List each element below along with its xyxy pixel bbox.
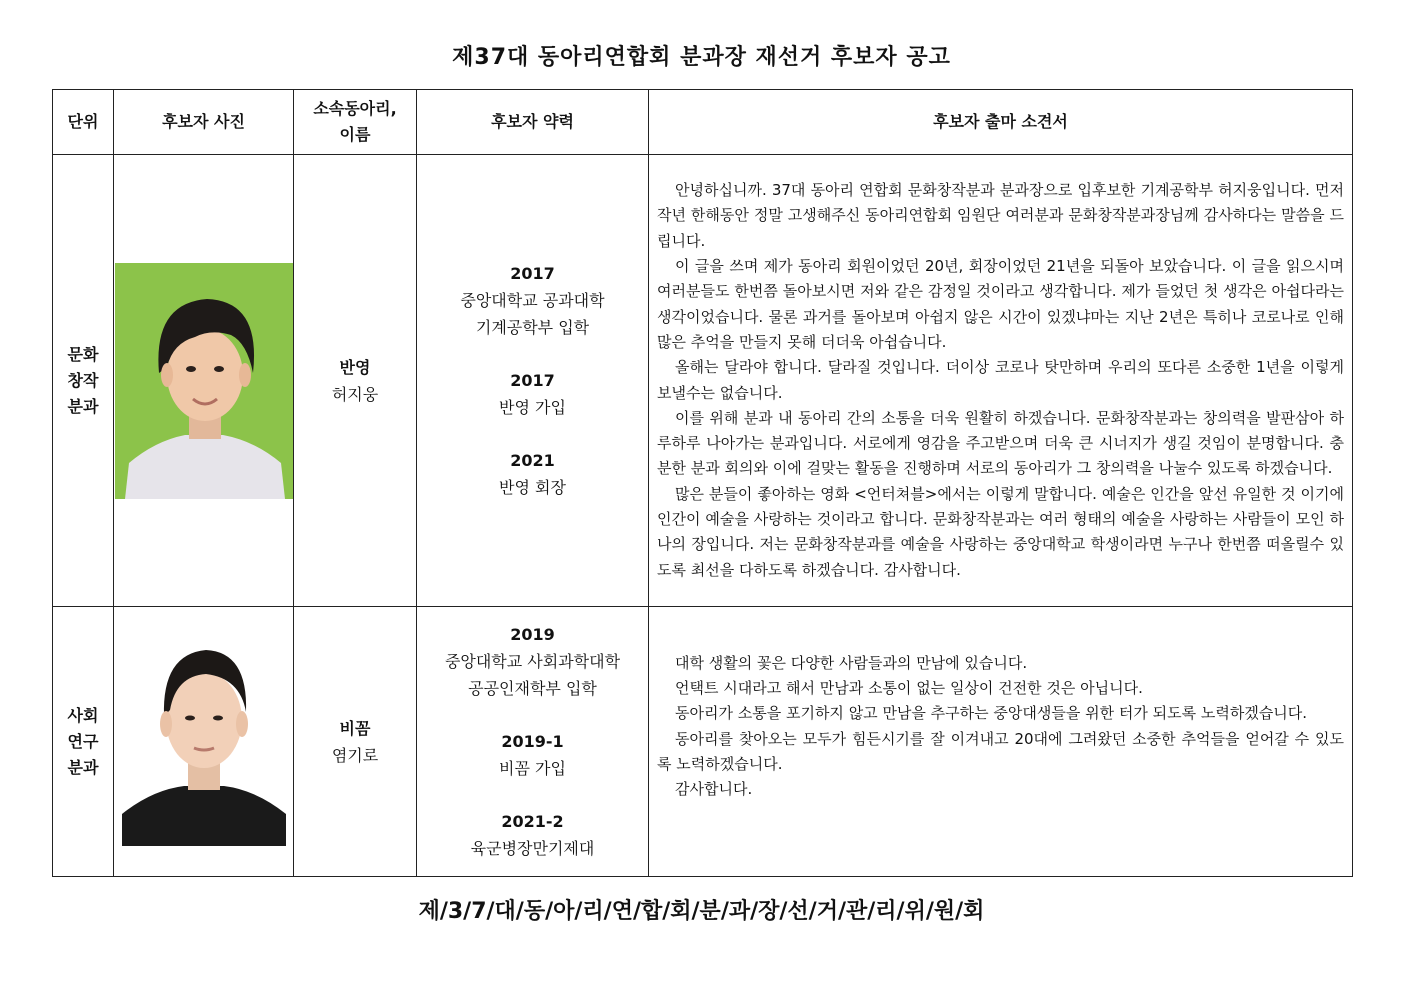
header-unit: 단위 <box>53 90 114 155</box>
header-club-name <box>294 90 417 155</box>
footer-committee: 제/3/7/대/동/아/리/연/합/회/분/과/장/선/거/관/리/위/원/회 <box>418 899 985 924</box>
career-year: 2019 <box>510 625 555 644</box>
statement-paragraph: 감사합니다. <box>675 780 753 799</box>
career-year: 2019-1 <box>501 732 564 751</box>
career-desc: 기계공학부 입학 <box>475 318 590 337</box>
unit-line: 분과 <box>67 757 99 777</box>
club-cell <box>294 155 417 607</box>
career-year: 2017 <box>510 371 555 390</box>
header-club-name-line2: 이름 <box>339 125 371 144</box>
unit-line: 분과 <box>67 396 99 416</box>
table-header-row <box>53 90 1353 155</box>
photo-cell <box>114 155 294 607</box>
career-desc: 중앙대학교 공과대학 <box>460 291 605 310</box>
career-cell <box>417 607 649 877</box>
career-year: 2017 <box>510 264 555 283</box>
unit-line: 창작 <box>67 370 99 390</box>
candidate-photo <box>115 263 293 499</box>
statement-paragraph: 이를 위해 분과 내 동아리 간의 소통을 더욱 원활히 하겠습니다. 문화창작분과는 창의력을 발판삼아 하루하루 나아가는 분과입니다. 서로에게 영감을 주고받으며 더욱 큰 시너지가 생길 것임이 분명합니다. 충분한 분과 회의와 이에 걸맞는 활동을 진행하며 서로의 동아리가 그 창의력을 나눌수 있도록 하겠습니다. <box>657 408 1344 478</box>
photo-cell <box>114 607 294 877</box>
statement-cell <box>649 155 1353 607</box>
career-desc: 반영 가입 <box>499 398 566 417</box>
statement-paragraph: 동아리를 찾아오는 모두가 힘든시기를 잘 이겨내고 20대에 그려왔던 소중한 추억들을 얻어갈 수 있도록 노력하겠습니다. <box>657 729 1344 773</box>
unit-line: 사회 <box>67 705 99 725</box>
header-club-name-line1: 소속동아리, <box>313 99 397 118</box>
candidate-table <box>52 89 1353 877</box>
career-year: 2021-2 <box>501 812 564 831</box>
statement-cell <box>649 607 1353 877</box>
candidate-name: 허지웅 <box>331 384 379 404</box>
career-year: 2021 <box>510 451 555 470</box>
unit-line: 연구 <box>67 731 99 751</box>
unit-line: 문화 <box>67 344 99 364</box>
table-row <box>53 155 1353 607</box>
career-desc: 육군병장만기제대 <box>470 839 595 858</box>
candidate-name: 염기로 <box>331 745 379 765</box>
statement-paragraph: 올해는 달라야 합니다. 달라질 것입니다. 더이상 코로나 탓만하며 우리의 또다른 소중한 1년을 이렇게 보낼수는 없습니다. <box>657 358 1344 402</box>
candidate-photo <box>122 638 286 846</box>
statement-paragraph: 많은 분들이 좋아하는 영화 <언터쳐블>에서는 이렇게 말합니다. 예술은 인간을 앞선 유일한 것 이기에 인간이 예술을 사랑하는 것이라고 합니다. 문화창작분과는 여러 형태의 예술을 사랑하는 사람들이 모인 하나의 장입니다. 저는 문화창작분과를 예술을 사랑하는 중앙대학교 학생이라면 누구나 한번쯤 떠올릴수 있도록 최선을 다하도록 하겠습니다. 감사합니다. <box>657 484 1344 579</box>
page-title: 제37대 동아리연합회 분과장 재선거 후보자 공고 <box>452 45 951 70</box>
career-desc: 비꼼 가입 <box>499 759 566 778</box>
header-photo: 후보자 사진 <box>114 90 294 155</box>
club-cell <box>294 607 417 877</box>
club-name: 비꼼 <box>339 718 371 738</box>
career-desc: 공공인재학부 입학 <box>468 679 597 698</box>
career-cell <box>417 155 649 607</box>
unit-cell <box>53 607 114 877</box>
career-desc: 중앙대학교 사회과학대학 <box>444 652 621 671</box>
statement-paragraph: 언택트 시대라고 해서 만남과 소통이 없는 일상이 건전한 것은 아닙니다. <box>675 678 1143 697</box>
career-desc: 반영 회장 <box>499 478 566 497</box>
statement-paragraph: 동아리가 소통을 포기하지 않고 만남을 추구하는 중앙대생들을 위한 터가 되도록 노력하겠습니다. <box>675 704 1308 723</box>
header-career: 후보자 약력 <box>417 90 649 155</box>
table-row <box>53 607 1353 877</box>
header-statement: 후보자 출마 소견서 <box>649 90 1353 155</box>
statement-paragraph: 대학 생활의 꽃은 다양한 사람들과의 만남에 있습니다. <box>675 653 1028 672</box>
unit-cell <box>53 155 114 607</box>
statement-paragraph: 이 글을 쓰며 제가 동아리 회원이었던 20년, 회장이었던 21년을 되돌아 보았습니다. 이 글을 읽으시며 여러분들도 한번쯤 돌아보시면 저와 같은 감정일 것이라고 생각합니다. 제가 들었던 첫 생각은 아쉽다라는 생각이었습니다. 물론 과거를 돌아보며 아쉽지 않은 시간이 있겠냐마는 지난 2년은 특히나 코로나로 인해 많은 추억을 만들지 못해 더더욱 아쉽습니다. <box>657 257 1344 351</box>
statement-paragraph: 안녕하십니까. 37대 동아리 연합회 문화창작분과 분과장으로 입후보한 기계공학부 허지웅입니다. 먼저 작년 한해동안 정말 고생해주신 동아리연합회 임원단 여러분과 문화창작분과장님께 감사하다는 말씀을 드립니다. <box>657 181 1344 250</box>
club-name: 반영 <box>339 357 371 377</box>
